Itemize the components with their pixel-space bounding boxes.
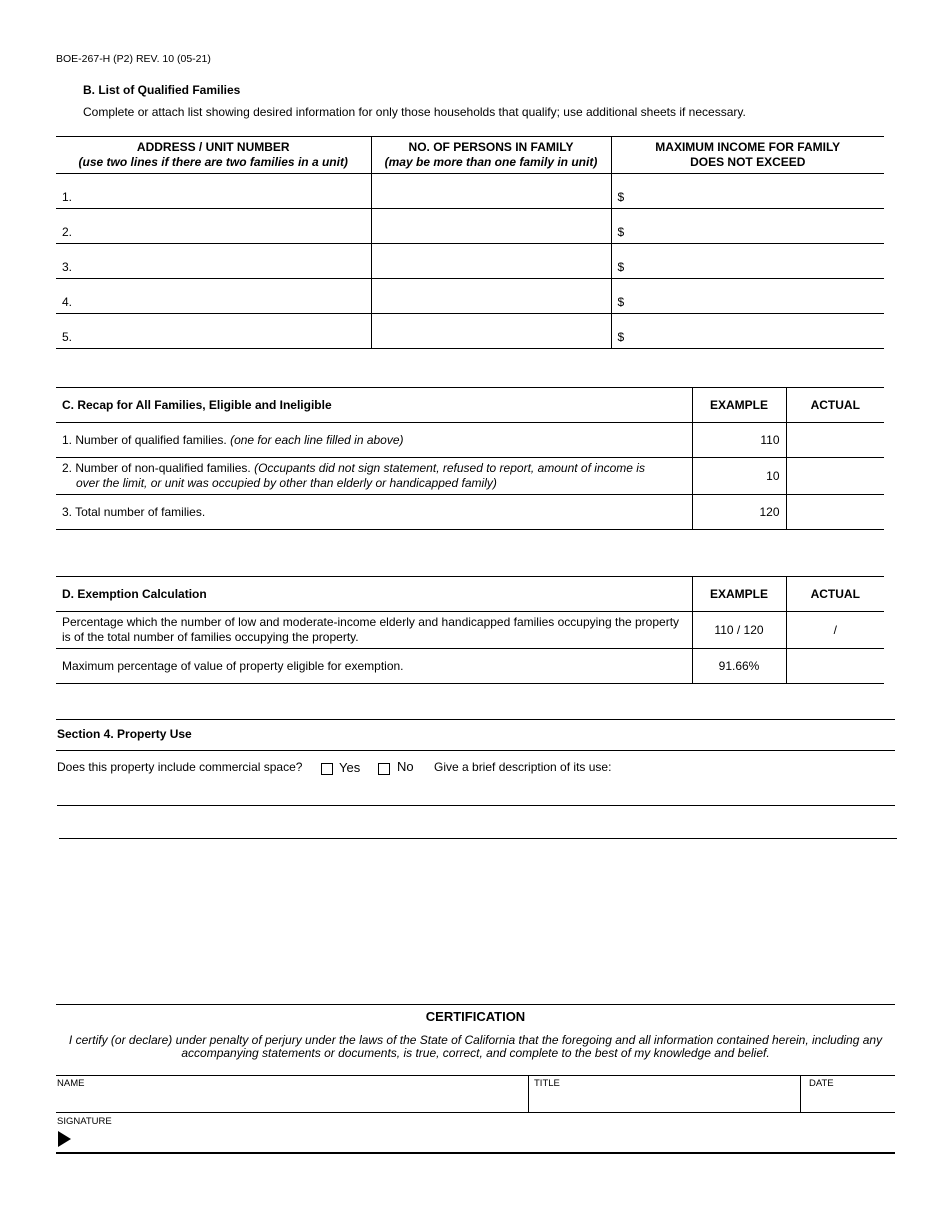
currency-symbol: $ <box>617 295 625 309</box>
row-note: (one for each line filled in above) <box>230 432 404 447</box>
example-value: 110 / 120 <box>692 612 786 649</box>
currency-symbol: $ <box>617 190 625 204</box>
no-label: No <box>397 759 414 774</box>
example-value: 120 <box>692 495 786 530</box>
address-field[interactable] <box>56 244 371 279</box>
divider <box>56 1075 895 1076</box>
actual-field[interactable] <box>786 495 884 530</box>
section-4-title: Section 4. Property Use <box>57 727 192 741</box>
row-number: 5. <box>62 330 73 344</box>
row-number: 1. <box>62 190 73 204</box>
yes-label: Yes <box>339 760 361 775</box>
signature-label: SIGNATURE <box>57 1116 112 1127</box>
qualified-families-table <box>56 136 884 349</box>
persons-field[interactable] <box>371 279 611 314</box>
address-header <box>56 137 371 174</box>
income-header-label: MAXIMUM INCOME FOR FAMILY <box>655 140 841 154</box>
address-field[interactable] <box>56 279 371 314</box>
persons-header-label: NO. OF PERSONS IN FAMILY <box>408 140 574 154</box>
recap-label <box>56 423 692 458</box>
income-field[interactable] <box>611 209 884 244</box>
persons-field[interactable] <box>371 174 611 209</box>
table-row <box>56 495 884 530</box>
recap-label <box>56 458 692 495</box>
example-value: 110 <box>692 423 786 458</box>
date-label: DATE <box>809 1078 834 1089</box>
income-header <box>611 137 884 174</box>
recap-header-row <box>56 388 884 423</box>
certification-title: CERTIFICATION <box>425 1009 526 1024</box>
income-field[interactable] <box>611 244 884 279</box>
table-row <box>56 649 884 684</box>
income-header-label-2: DOES NOT EXCEED <box>690 155 806 169</box>
description-prompt: Give a brief description of its use: <box>434 760 612 774</box>
table-row <box>56 279 884 314</box>
actual-header: ACTUAL <box>786 388 884 423</box>
table-row <box>56 244 884 279</box>
divider <box>56 1112 895 1113</box>
actual-field[interactable] <box>786 649 884 684</box>
address-field[interactable] <box>56 314 371 349</box>
table-row <box>56 174 884 209</box>
commercial-space-question: Does this property include commercial space? <box>57 760 303 774</box>
income-field[interactable] <box>611 174 884 209</box>
yes-checkbox[interactable] <box>321 763 333 775</box>
example-value: 10 <box>692 458 786 495</box>
income-field[interactable] <box>611 279 884 314</box>
exemption-label: Maximum percentage of value of property eligible for exemption. <box>56 649 692 684</box>
title-field[interactable] <box>529 1088 800 1112</box>
actual-field[interactable] <box>786 458 884 495</box>
exemption-table <box>56 576 884 684</box>
name-label: NAME <box>57 1078 85 1089</box>
title-label: TITLE <box>534 1078 560 1089</box>
row-note-continued: over the limit, or unit was occupied by other than elderly or handicapped family) <box>76 476 497 490</box>
recap-label <box>56 495 692 530</box>
table-row <box>56 612 884 649</box>
date-field[interactable] <box>801 1088 895 1112</box>
row-number: 4. <box>62 295 73 309</box>
row-note: (Occupants did not sign statement, refused to report, amount of income is <box>254 461 645 475</box>
table-row <box>56 209 884 244</box>
persons-header <box>371 137 611 174</box>
table-row <box>56 458 884 495</box>
persons-field[interactable] <box>371 209 611 244</box>
divider <box>56 719 895 720</box>
exemption-title: D. Exemption Calculation <box>56 577 692 612</box>
currency-symbol: $ <box>617 260 625 274</box>
example-value: 91.66% <box>692 649 786 684</box>
section-b-instructions: Complete or attach list showing desired information for only those households that qualify; use additional sheets if necessary. <box>83 105 746 119</box>
currency-symbol: $ <box>617 330 625 344</box>
form-id: BOE-267-H (P2) REV. 10 (05-21) <box>56 53 211 65</box>
row-label: 2. Number of non-qualified families. <box>62 461 255 475</box>
address-header-note: (use two lines if there are two families in a unit) <box>78 155 348 169</box>
address-field[interactable] <box>56 174 371 209</box>
table-row <box>56 314 884 349</box>
actual-field[interactable] <box>786 423 884 458</box>
name-field[interactable] <box>56 1088 528 1112</box>
persons-header-note: (may be more than one family in unit) <box>384 155 598 169</box>
persons-field[interactable] <box>371 244 611 279</box>
divider <box>56 750 895 751</box>
currency-symbol: $ <box>617 225 625 239</box>
address-header-label: ADDRESS / UNIT NUMBER <box>136 140 290 154</box>
certification-text: I certify (or declare) under penalty of perjury under the laws of the State of California that the foregoing and all information contained herein, including any accompanying statements or documents, is true, correct, and complete to the best of my knowledge and belief. <box>68 1033 883 1060</box>
no-checkbox[interactable] <box>378 763 390 775</box>
table-header-row <box>56 137 884 174</box>
exemption-label: Percentage which the number of low and moderate-income elderly and handicapped families occupying the property is of the total number of families occupying the property. <box>56 612 692 649</box>
persons-field[interactable] <box>371 314 611 349</box>
table-row <box>56 423 884 458</box>
exemption-header-row <box>56 577 884 612</box>
recap-title: C. Recap for All Families, Eligible and Ineligible <box>56 388 692 423</box>
row-number: 3. <box>62 260 73 274</box>
signature-field[interactable] <box>75 1126 895 1152</box>
example-header: EXAMPLE <box>692 388 786 423</box>
description-line[interactable] <box>57 805 895 806</box>
arrow-right-icon <box>58 1131 71 1147</box>
address-field[interactable] <box>56 209 371 244</box>
example-header: EXAMPLE <box>692 577 786 612</box>
actual-header: ACTUAL <box>786 577 884 612</box>
description-line[interactable] <box>59 838 897 839</box>
row-label: 3. Total number of families. <box>62 504 206 519</box>
actual-field[interactable]: / <box>786 612 884 649</box>
signature-line <box>56 1152 895 1154</box>
section-b-title: B. List of Qualified Families <box>83 83 241 97</box>
divider <box>56 1004 895 1005</box>
row-label: 1. Number of qualified families. <box>62 432 231 447</box>
recap-table <box>56 387 884 530</box>
income-field[interactable] <box>611 314 884 349</box>
row-number: 2. <box>62 225 73 239</box>
